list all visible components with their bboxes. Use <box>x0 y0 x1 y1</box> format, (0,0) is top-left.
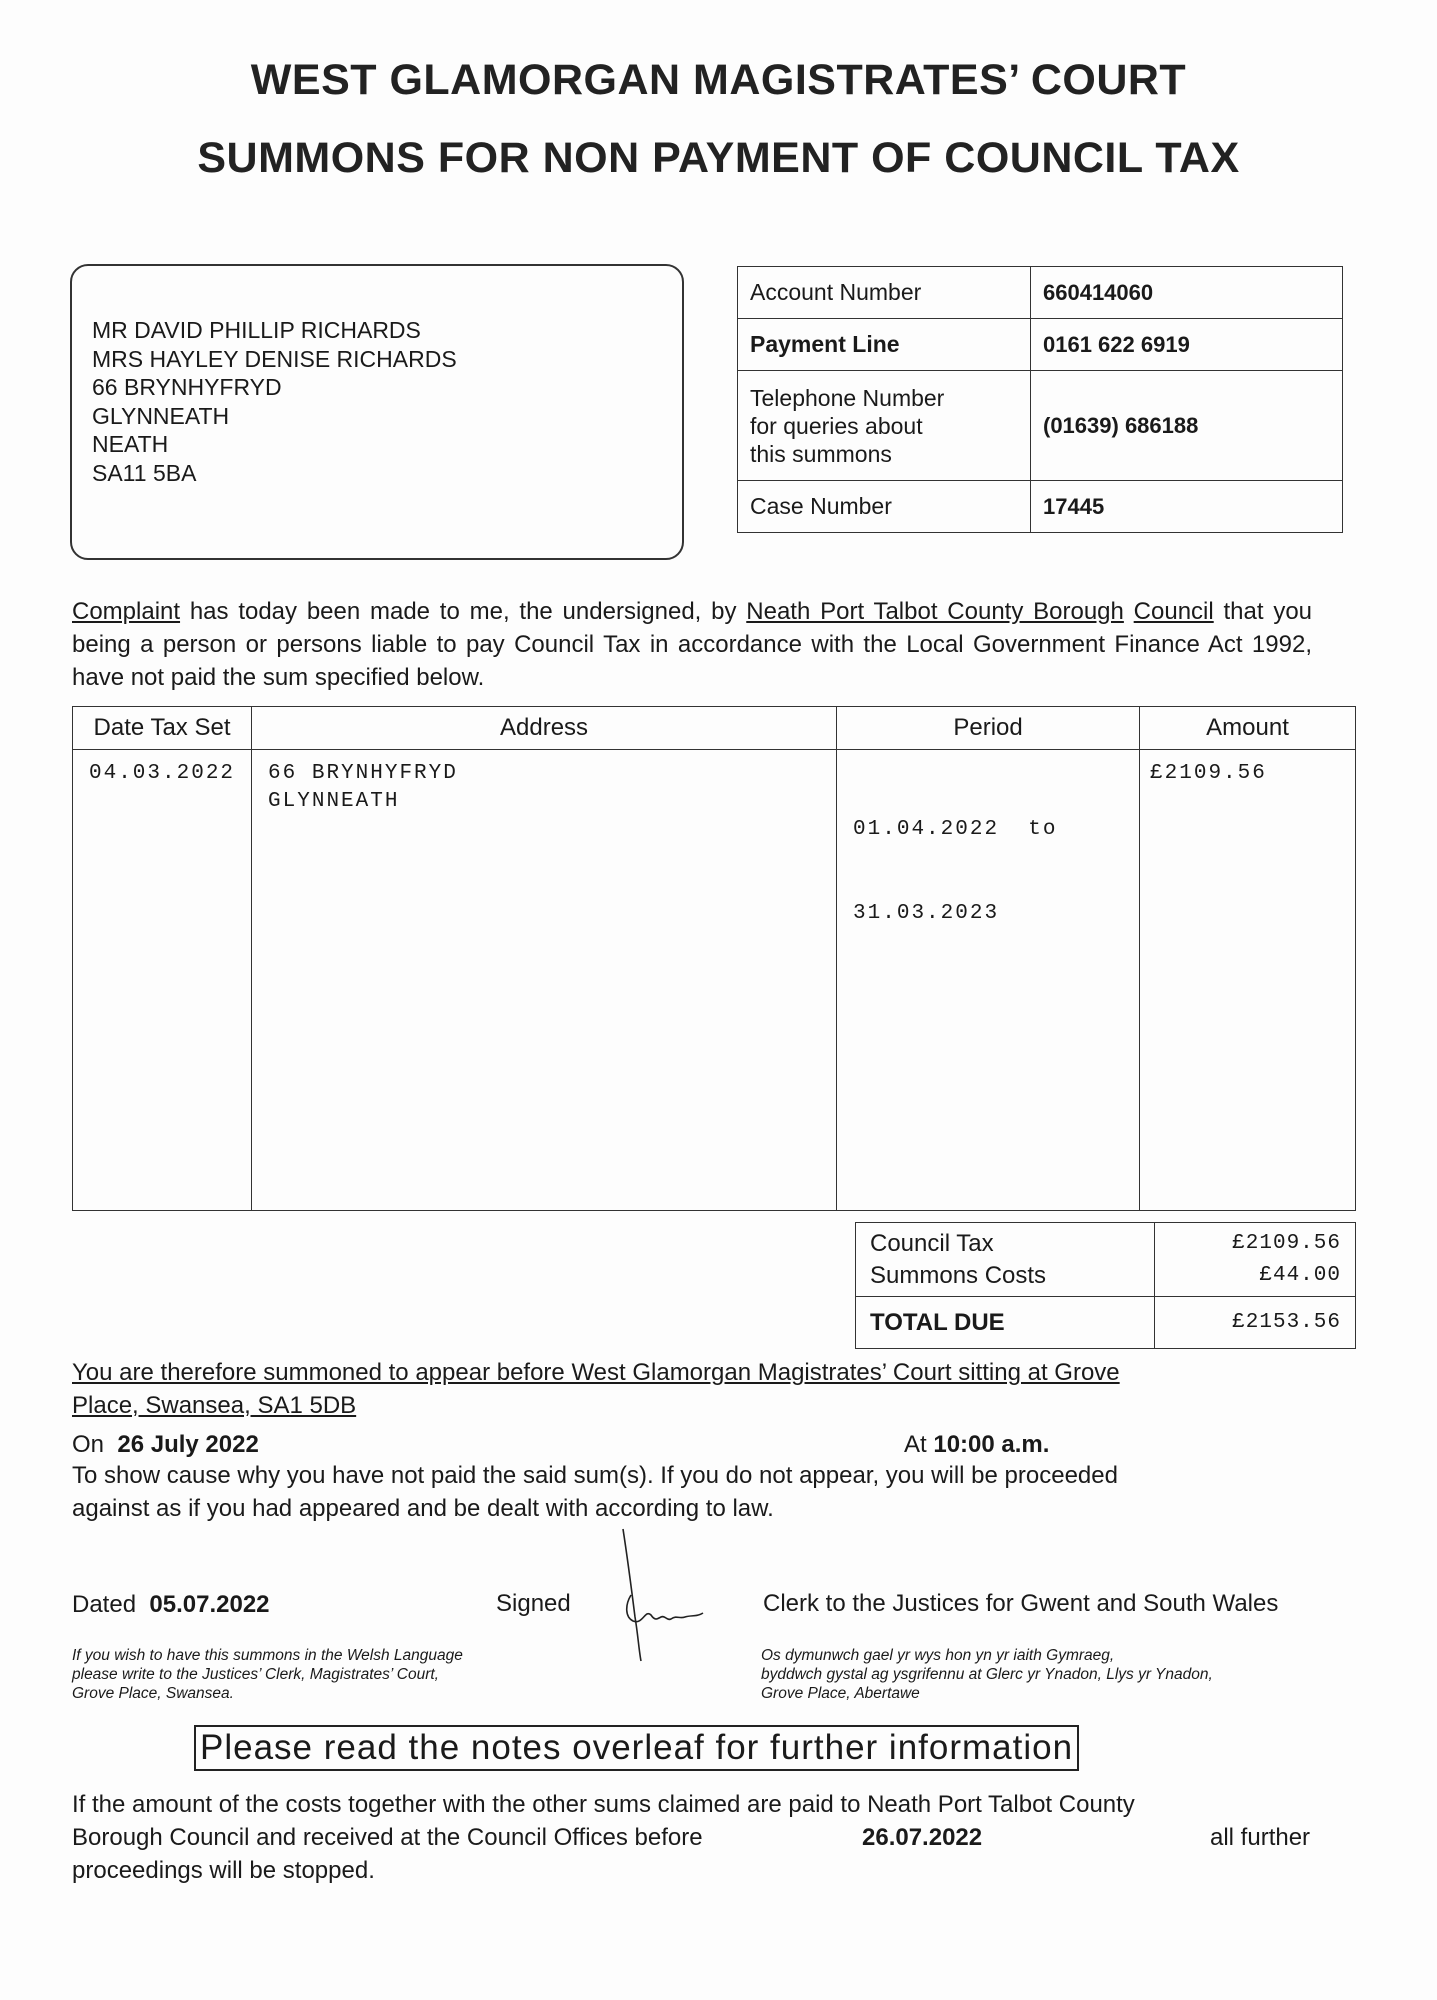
dated-value: 05.07.2022 <box>149 1591 270 1618</box>
addressee-line: NEATH <box>92 431 169 457</box>
summons-title: SUMMONS FOR NON PAYMENT OF COUNCIL TAX <box>197 134 1240 182</box>
row-period <box>837 750 1140 1211</box>
addressee-block <box>92 316 457 487</box>
footer-line: If the amount of the costs together with the other sums claimed are paid to Neath Port Talbot County <box>72 1791 1135 1818</box>
summons-paragraph <box>72 1356 1362 1422</box>
addressee-line: MRS HAYLEY DENISE RICHARDS <box>92 345 457 372</box>
council-tax-label: Council Tax <box>870 1229 994 1257</box>
case-number-label: Case Number <box>738 481 1031 533</box>
council-name: Neath Port Talbot County Borough <box>746 598 1124 625</box>
notice-line: Os dymunwch gael yr wys hon yn yr iaith Gymraeg, <box>761 1647 1115 1664</box>
addressee-line: GLYNNEATH <box>92 402 230 429</box>
totals-values <box>1155 1223 1356 1297</box>
complaint-text: has today been made to me, the undersigned, by <box>180 598 747 625</box>
council-tax-amount: £2109.56 <box>1232 1231 1341 1255</box>
footer-line: proceedings will be stopped. <box>72 1857 375 1884</box>
complaint-text-cont: that you being a person or persons liable to pay Council Tax in accordance with the Local Government Finance Act 1992, have not paid the sum specified below. <box>72 598 1313 691</box>
account-number-label: Account Number <box>738 267 1031 319</box>
deadline-date: 26.07.2022 <box>862 1824 983 1851</box>
table-row <box>73 750 1356 1211</box>
payment-line-label: Payment Line <box>738 319 1031 371</box>
row-period-line: 01.04.2022 to <box>853 818 1058 841</box>
tax-table <box>72 706 1356 1211</box>
notice-line: byddwch gystal ag ysgrifennu at Glerc yr Ynadon, Llys yr Ynadon, <box>761 1666 1213 1683</box>
date-tax-set: 04.03.2022 <box>73 750 252 1211</box>
notice-line: Grove Place, Abertawe <box>761 1685 920 1702</box>
row-address-line: GLYNNEATH <box>268 790 400 813</box>
payment-line: 0161 622 6919 <box>1031 319 1343 371</box>
addressee-line: SA11 5BA <box>92 459 197 486</box>
summons-line: Place, Swansea, SA1 5DB <box>72 1392 357 1419</box>
row-period-line: 31.03.2023 <box>853 902 1000 925</box>
signed-label: Signed <box>496 1590 571 1617</box>
header-amount: Amount <box>1140 707 1356 750</box>
row-amount: £2109.56 <box>1140 750 1356 1211</box>
complaint-paragraph <box>72 595 1312 694</box>
total-due-label: TOTAL DUE <box>856 1297 1155 1349</box>
clerk-title: Clerk to the Justices for Gwent and South Wales <box>763 1590 1279 1617</box>
hearing-date: 26 July 2022 <box>117 1431 259 1458</box>
telephone-number: (01639) 686188 <box>1031 371 1343 481</box>
header-address: Address <box>252 707 837 750</box>
header-date-tax-set: Date Tax Set <box>73 707 252 750</box>
notice-line: If you wish to have this summons in the Welsh Language <box>72 1647 463 1664</box>
hearing-time: 10:00 a.m. <box>933 1431 1050 1458</box>
council-name-cont: Council <box>1133 598 1214 625</box>
summons-costs-amount: £44.00 <box>1259 1263 1341 1287</box>
show-cause-line: To show cause why you have not paid the said sum(s). If you do not appear, you will be proceeded <box>72 1462 1118 1489</box>
notice-line: Grove Place, Swansea. <box>72 1685 234 1702</box>
show-cause-paragraph <box>72 1459 1372 1525</box>
totals-labels <box>856 1223 1155 1297</box>
addressee-line: MR DAVID PHILLIP RICHARDS <box>92 317 421 343</box>
telephone-label-line: Telephone Number <box>750 384 945 411</box>
court-title: WEST GLAMORGAN MAGISTRATES’ COURT <box>250 56 1187 104</box>
hearing-date-row <box>72 1428 259 1461</box>
complaint-word: Complaint <box>72 598 181 625</box>
notes-banner: Please read the notes overleaf for further information <box>194 1725 1079 1771</box>
telephone-label-line: for queries about <box>750 412 923 439</box>
dated-label: Dated <box>72 1591 137 1618</box>
footer-paragraph <box>72 1788 1352 1887</box>
row-address-line: 66 BRYNHYFRYD <box>268 762 458 785</box>
welsh-notice-english <box>72 1646 463 1703</box>
telephone-label-line: this summons <box>750 440 892 467</box>
welsh-notice-welsh <box>761 1646 1213 1703</box>
row-address <box>252 750 837 1211</box>
summons-costs-label: Summons Costs <box>870 1261 1047 1289</box>
footer-line-end: all further <box>1210 1824 1311 1851</box>
signature-scribble <box>605 1525 725 1665</box>
notice-line: please write to the Justices’ Clerk, Magistrates’ Court, <box>72 1666 439 1683</box>
addressee-line: 66 BRYNHYFRYD <box>92 374 282 400</box>
telephone-label <box>738 371 1031 481</box>
case-number: 17445 <box>1031 481 1343 533</box>
summons-line: You are therefore summoned to appear before West Glamorgan Magistrates’ Court sitting at Grove <box>72 1359 1120 1386</box>
footer-line-2 <box>72 1821 1352 1854</box>
at-label: At <box>904 1431 927 1458</box>
total-due-amount: £2153.56 <box>1155 1297 1356 1349</box>
account-info-table <box>737 266 1343 533</box>
header-period: Period <box>837 707 1140 750</box>
dated-row <box>72 1588 270 1621</box>
on-label: On <box>72 1431 105 1458</box>
show-cause-line: against as if you had appeared and be dealt with according to law. <box>72 1495 774 1522</box>
totals-table <box>855 1222 1356 1349</box>
footer-line-start: Borough Council and received at the Council Offices before <box>72 1824 703 1851</box>
account-number: 660414060 <box>1031 267 1343 319</box>
hearing-time-row <box>904 1428 1049 1461</box>
